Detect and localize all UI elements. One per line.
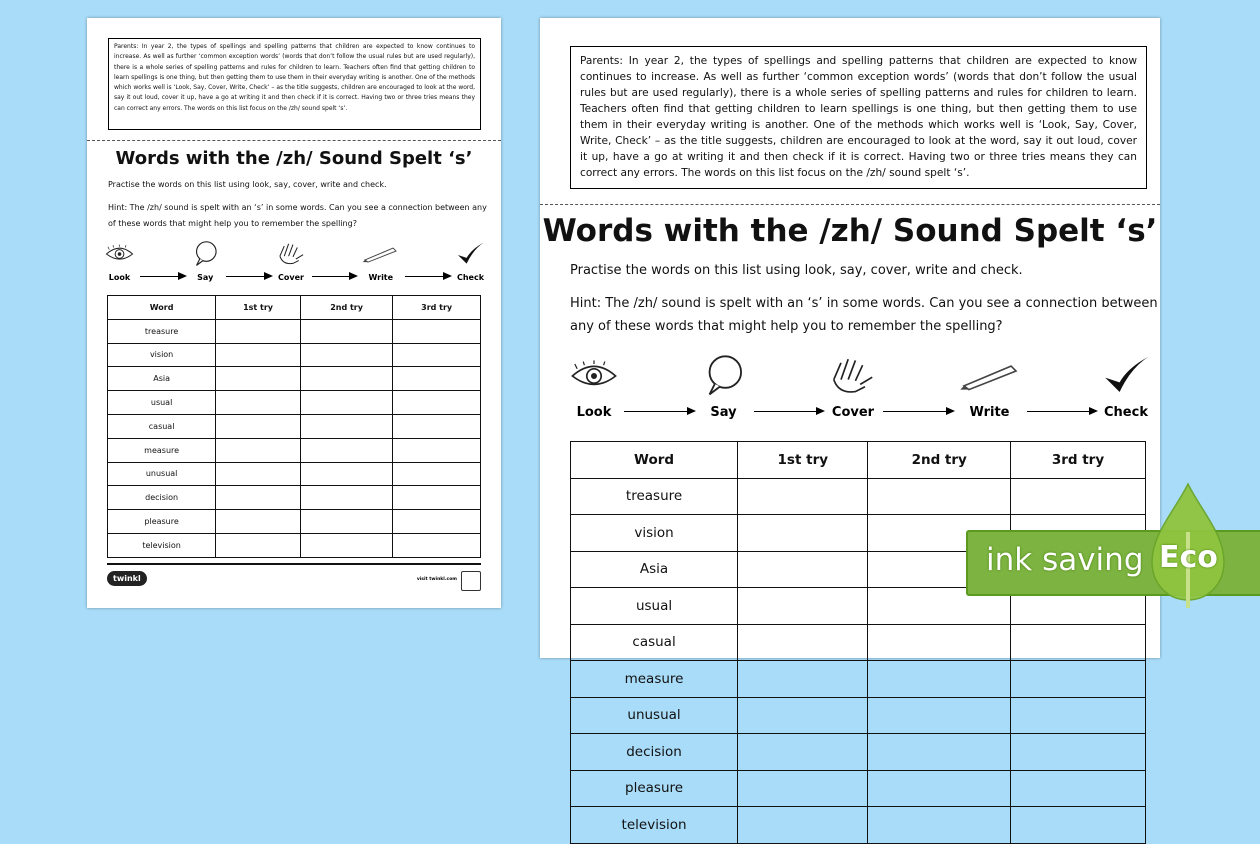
table-row [108, 533, 481, 557]
try-cell[interactable] [300, 319, 392, 343]
instruction-text: Practise the words on this list using look, say, cover, write and check. [108, 180, 387, 189]
step-arrow-icon [883, 411, 953, 412]
cut-line [87, 140, 501, 141]
try-cell[interactable] [216, 319, 301, 343]
table-row [571, 478, 1146, 515]
quality-badge-icon [461, 571, 481, 591]
try-cell[interactable] [738, 551, 868, 588]
speech-bubble-icon [191, 239, 220, 269]
step-cover [829, 353, 877, 420]
try-cell[interactable] [393, 319, 481, 343]
try-cell[interactable] [868, 478, 1010, 515]
table-row [108, 391, 481, 415]
column-header: 1st try [738, 442, 868, 479]
step-look [570, 353, 618, 420]
table-row [108, 510, 481, 534]
column-header: 2nd try [300, 296, 392, 320]
step-check [456, 239, 485, 282]
try-cell[interactable] [1010, 807, 1145, 844]
try-cell[interactable] [300, 533, 392, 557]
table-row [108, 462, 481, 486]
try-cell[interactable] [393, 367, 481, 391]
try-cell[interactable] [868, 661, 1010, 698]
step-label: Check [456, 273, 485, 282]
table-row [571, 624, 1146, 661]
column-header: 2nd try [868, 442, 1010, 479]
try-cell[interactable] [216, 533, 301, 557]
table-row [108, 438, 481, 462]
try-cell[interactable] [1010, 697, 1145, 734]
table-row [571, 734, 1146, 771]
step-arrow-icon [226, 276, 271, 277]
try-cell[interactable] [393, 414, 481, 438]
try-cell[interactable] [1010, 478, 1145, 515]
step-arrow-icon [312, 276, 357, 277]
try-cell[interactable] [738, 807, 868, 844]
ink-saving-label: ink saving [986, 542, 1144, 578]
word-cell: usual [108, 391, 216, 415]
try-cell[interactable] [393, 391, 481, 415]
try-cell[interactable] [868, 770, 1010, 807]
try-cell[interactable] [738, 734, 868, 771]
try-cell[interactable] [216, 486, 301, 510]
try-cell[interactable] [868, 734, 1010, 771]
step-arrow-icon [405, 276, 450, 277]
spelling-table [107, 295, 481, 558]
checkmark-icon [456, 239, 485, 269]
try-cell[interactable] [1010, 734, 1145, 771]
worksheet-title: Words with the /zh/ Sound Spelt ‘s’ [115, 148, 473, 169]
visit-website-text: visit twinkl.com [416, 577, 457, 582]
table-row [108, 486, 481, 510]
step-say [700, 353, 748, 420]
pencil-icon [362, 239, 399, 269]
step-check [1102, 353, 1150, 420]
try-cell[interactable] [300, 391, 392, 415]
try-cell[interactable] [393, 343, 481, 367]
worksheet-preview-page [87, 18, 501, 608]
try-cell[interactable] [393, 438, 481, 462]
pencil-icon [959, 353, 1021, 399]
eye-icon [570, 353, 618, 399]
step-label: Write [969, 405, 1010, 420]
try-cell[interactable] [300, 486, 392, 510]
try-cell[interactable] [300, 343, 392, 367]
hand-icon [829, 353, 877, 399]
try-cell[interactable] [1010, 661, 1145, 698]
try-cell[interactable] [738, 478, 868, 515]
step-arrow-icon [754, 411, 824, 412]
worksheet-footer [107, 563, 481, 583]
word-cell: casual [571, 624, 738, 661]
try-cell[interactable] [738, 697, 868, 734]
step-write [959, 353, 1021, 420]
step-label: Look [108, 273, 131, 282]
table-row [108, 367, 481, 391]
word-cell: unusual [108, 462, 216, 486]
try-cell[interactable] [393, 533, 481, 557]
word-cell: measure [108, 438, 216, 462]
table-row [108, 319, 481, 343]
look-say-cover-write-check-steps [570, 348, 1150, 420]
column-header: 3rd try [393, 296, 481, 320]
step-label: Look [576, 405, 612, 420]
word-cell: usual [571, 588, 738, 625]
try-cell[interactable] [868, 624, 1010, 661]
try-cell[interactable] [300, 414, 392, 438]
try-cell[interactable] [868, 807, 1010, 844]
word-cell: decision [108, 486, 216, 510]
try-cell[interactable] [738, 661, 868, 698]
try-cell[interactable] [216, 391, 301, 415]
step-look [105, 239, 134, 282]
word-cell: treasure [108, 319, 216, 343]
word-cell: decision [571, 734, 738, 771]
try-cell[interactable] [300, 510, 392, 534]
word-cell: casual [108, 414, 216, 438]
step-cover [277, 239, 306, 282]
try-cell[interactable] [300, 462, 392, 486]
try-cell[interactable] [1010, 770, 1145, 807]
try-cell[interactable] [216, 367, 301, 391]
hand-icon [277, 239, 306, 269]
step-say [191, 239, 220, 282]
word-cell: pleasure [571, 770, 738, 807]
try-cell[interactable] [216, 438, 301, 462]
step-label: Say [197, 273, 214, 282]
try-cell[interactable] [1010, 624, 1145, 661]
instruction-text: Practise the words on this list using look, say, cover, write and check. [570, 263, 1023, 278]
table-row [571, 770, 1146, 807]
word-cell: unusual [571, 697, 738, 734]
try-cell[interactable] [216, 343, 301, 367]
word-cell: measure [571, 661, 738, 698]
step-label: Say [710, 405, 737, 420]
cut-line [540, 204, 1160, 205]
try-cell[interactable] [300, 367, 392, 391]
word-cell: television [108, 533, 216, 557]
try-cell[interactable] [216, 462, 301, 486]
try-cell[interactable] [216, 414, 301, 438]
worksheet-title: Words with the /zh/ Sound Spelt ‘s’ [542, 213, 1158, 249]
twinkl-logo: twinkl [107, 571, 147, 586]
step-arrow-icon [624, 411, 694, 412]
spelling-table [570, 441, 1146, 844]
table-row [108, 343, 481, 367]
eco-label: Eco [1159, 540, 1218, 575]
look-say-cover-write-check-steps [105, 234, 485, 282]
word-cell: treasure [571, 478, 738, 515]
step-write [362, 239, 399, 282]
word-cell: television [571, 807, 738, 844]
column-header: 1st try [216, 296, 301, 320]
word-cell: Asia [571, 551, 738, 588]
table-row [571, 807, 1146, 844]
word-cell: Asia [108, 367, 216, 391]
parent-note: Parents: In year 2, the types of spellings and spelling patterns that children are expected to know continues to increase. As well as further ‘common exception words’ (words that don’t follow the usual rules but are used regularly), there is a whole series of spelling patterns and rules for children to learn. Teachers often find that getting children to learn spellings is one thing, but then getting them to use them in their everyday writing is another. One of the methods which works well is ‘Look, Say, Cover, Write, Check’ – as the title suggests, children are encouraged to look at the word, say it out loud, cover it up, have a go at writing it and then check if it is correct. Having two or three tries means they can correct any errors. The words on this list focus on the /zh/ sound spelt ‘s’. [108, 38, 481, 130]
eye-icon [105, 239, 134, 269]
try-cell[interactable] [393, 462, 481, 486]
column-header: 3rd try [1010, 442, 1145, 479]
try-cell[interactable] [393, 510, 481, 534]
table-row [108, 414, 481, 438]
table-row [571, 661, 1146, 698]
try-cell[interactable] [738, 515, 868, 552]
word-cell: vision [108, 343, 216, 367]
column-header: Word [108, 296, 216, 320]
step-label: Check [1104, 405, 1148, 420]
word-cell: vision [571, 515, 738, 552]
hint-text: Hint: The /zh/ sound is spelt with an ‘s’ in some words. Can you see a connection between any of these words that might help you to remember the spelling? [108, 203, 487, 228]
step-arrow-icon [140, 276, 185, 277]
speech-bubble-icon [700, 353, 748, 399]
step-label: Cover [831, 405, 875, 420]
step-label: Write [368, 273, 394, 282]
word-cell: pleasure [108, 510, 216, 534]
try-cell[interactable] [738, 770, 868, 807]
try-cell[interactable] [300, 438, 392, 462]
try-cell[interactable] [216, 510, 301, 534]
table-row [571, 697, 1146, 734]
try-cell[interactable] [738, 588, 868, 625]
column-header: Word [571, 442, 738, 479]
try-cell[interactable] [738, 624, 868, 661]
try-cell[interactable] [393, 486, 481, 510]
try-cell[interactable] [868, 697, 1010, 734]
step-arrow-icon [1027, 411, 1097, 412]
parent-note: Parents: In year 2, the types of spellings and spelling patterns that children are expected to know continues to increase. As well as further ‘common exception words’ (words that don’t follow the usual rules but are used regularly), there is a whole series of spelling patterns and rules for children to learn. Teachers often find that getting children to learn spellings is one thing, but then getting them to use them in their everyday writing is another. One of the methods which works well is ‘Look, Say, Cover, Write, Check’ – as the title suggests, children are encouraged to look at the word, say it out loud, cover it up, have a go at writing it and then check if it is correct. Having two or three tries means they can correct any errors. The words on this list focus on the /zh/ sound spelt ‘s’. [570, 46, 1147, 189]
checkmark-icon [1102, 353, 1150, 399]
step-label: Cover [278, 273, 304, 282]
hint-text: Hint: The /zh/ sound is spelt with an ‘s’ in some words. Can you see a connection between any of these words that might help you to remember the spelling? [570, 296, 1158, 334]
